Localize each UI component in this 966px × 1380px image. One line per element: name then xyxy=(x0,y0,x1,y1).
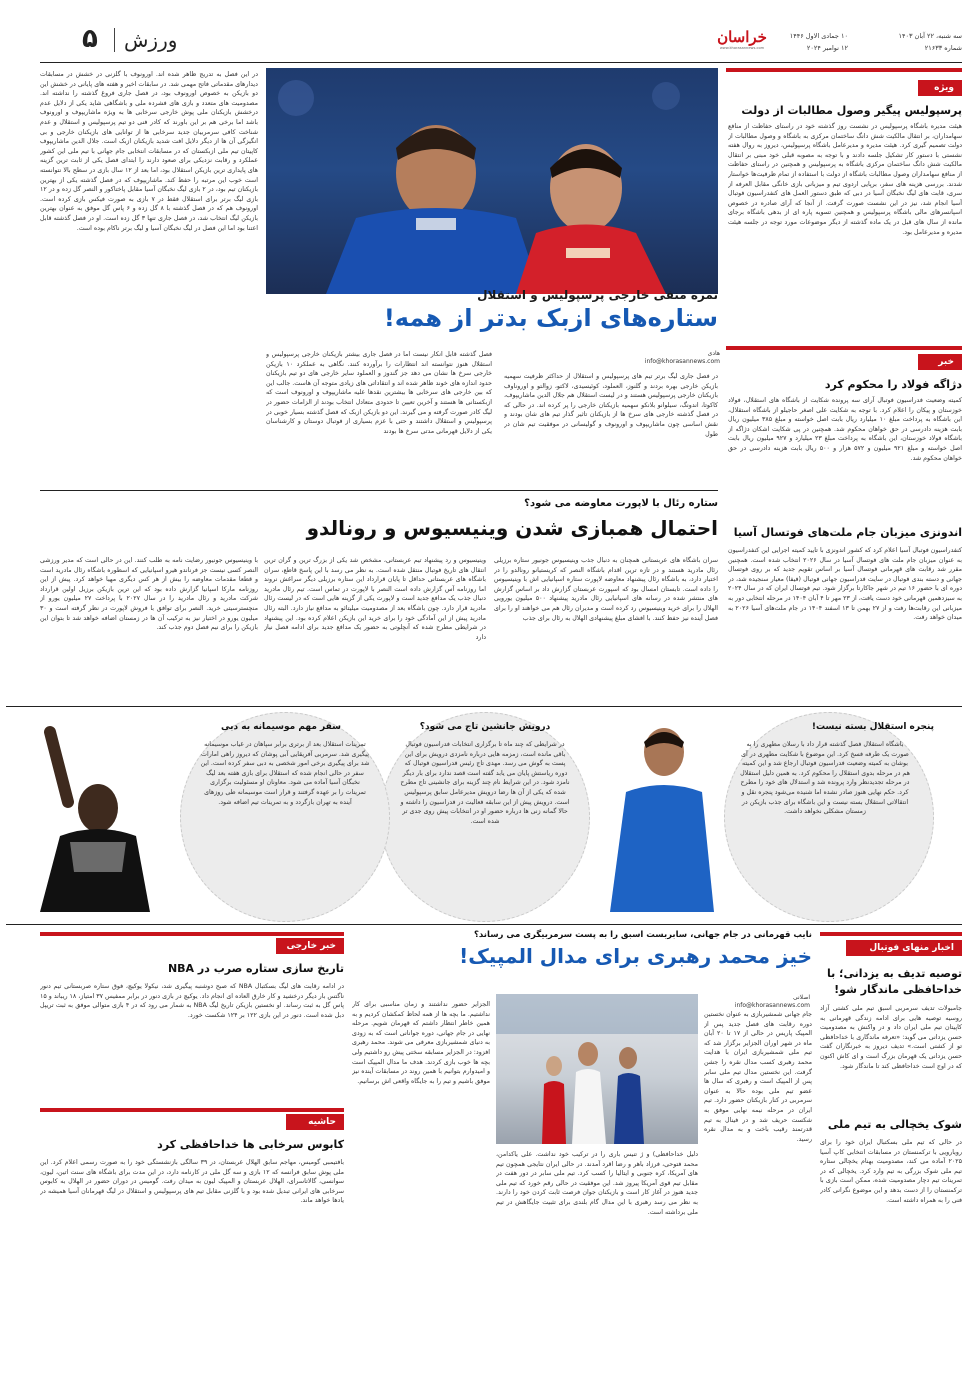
ronaldo-col1: سران باشگاه های عربستانی همچنان به دنبال جذب وینیسیوس جونیور ستاره برزیلی رئال مادرید هستند و در تازه ترین اقدام باشگاه النصر که کریستیانو رونالدو را در اختیار دارد، به باشگاه رئال پیشنهاد معاوضه لاپورت ستاره اسپانیایی اش با وینیسیوس را داده است. تابستان امسال بود که اسپورت عربستان گزارش داد بر اساس گزارش های منتشر شده در رسانه های اسپانیایی رئال مادرید پیشنهاد ۵۰۰ میلیون یورویی الهلال را برای خرید وینیسیوس رد کرده است و مدیران رئال هم می خواهند او را برای فصل آینده نیز حفظ کنند. با افشای مبلغ پیشنهادی الهلال به رئال برای جذب xyxy=(494,557,718,622)
strip-photo-3 xyxy=(10,712,190,912)
mid-rule xyxy=(40,490,718,491)
strip-body-1: باشگاه استقلال فصل گذشته قرار داد با رسلان مطهری را به صورت یک طرفه فسخ کرد. این موضوع با شکایت مطهری در آی‌ بوشان به کمیته وضعیت فدراسیون فوتبال ارجاع شد و این کمیته هم در مرحله بدوی استقلال را محکوم کرد. به همین دلیل استقلال در مرحله تجدیدنظر وارد پرونده شد و استدلال های خود را مطرح کرد. حکم نهایی هنوز صادر نشده اما شنیده می‌شود پنجره نقل و انتقالاتی استقلال بسته نیست و این باشگاه برای جذب بازیکن در زمستان مشکلی نخواهد داشت. xyxy=(740,741,910,816)
bottom-left-bar1 xyxy=(40,932,344,936)
main-byline xyxy=(620,350,720,366)
logo-url: www.khorasannews.com xyxy=(719,46,765,50)
news2-body: کنفدراسیون فوتبال آسیا اعلام کرد که کشور اندونزی با تایید کمیته اجرایی این کنفدراسیون به عنوان میزبان جام ملت های فوتسال آسیا در سال ۲۰۲۶ انتخاب شده است. همچنین مقرر شد رقابت های قهرمانی فوتسال آسیا بر اساس تقویم جدید که بر روی فوتسال جهانی و دسته بندی فوتبال در سایت فدراسیون جهانی فوتبال (فیفا) معیار سنجیده شد، در دوره ای با حضور ۱۶ تیم در شهر جاکارتا برگزار شود. تیم فوتسال ایران که در سال ۲۰۲۴ به سیزدهمین قهرمانی خود دست یافت، از ۲۳ مهر تا ۴ آبان ۱۴۰۴ در مرحله انتخابی دور به میزبانی این رقابت‌ها رفت و از ۲۷ بهمن تا ۱۳ اسفند ۱۴۰۴ در جام ملت‌های آسیا ۲۰۲۶ به میدان خواهد رفت. xyxy=(728,547,962,622)
bottom-left-bar2 xyxy=(40,1108,344,1112)
main-byline-email: info@khorasannews.com xyxy=(644,358,720,365)
news-bar xyxy=(726,346,962,350)
logo-text: خراسان xyxy=(717,28,767,46)
ronaldo-kicker: ستاره رئال با لاپورت معاوضه می شود؟ xyxy=(524,498,718,509)
news2-title: اندونزی میزبان جام ملت‌های فوتسال آسیا xyxy=(733,526,962,539)
fencing-byline-email: info@khorasannews.com xyxy=(734,1002,810,1009)
strip-rule-top xyxy=(6,706,962,707)
bottom-right-bar xyxy=(820,932,962,936)
section-title: ورزش xyxy=(124,28,178,52)
ronaldo-col3: با وینیسیوس جونیور رضایت نامه به طلب کنند. این در حالی است که مدیر ورزشی النصر کسی نیست جز فرناندو هیرو اسپانیایی که اسطوره باشگاه رئال مادرید است و قطعا مقدمات معاوضه را بیش از هر کس دیگری مهیا خواهد کرد. پیش از این روزنامه مارکا اسپانیا گزارش داده بود که این ترین بازیکن برزیل اولین قرارداد شرکت مادرید و رئال مادرید را در سال ۲۰۲۷ با پرداخت ۲۷ میلیون یورو از منچسترسیتی خرید. النصر برای توافق با فروش لاپورت در نظر گرفته است و ۳۰ میلیون یورو در اختیار نیز به ترکیب آن ها در زمستان اضافه خواهد شد تا بتوان این بازیکن را برای نیم فصل دوم جذب کند. xyxy=(40,557,258,632)
bottom-left-body2: بافتیمبی گومیس، مهاجم سابق الهلال عربستان، در ۳۹ سالگی بازنشستگی خود را به صورت رسمی اعلام کرد. این ملی پوش سابق فرانسه که ۱۲ بازی و سه گل ملی در کارنامه دارد، در این مدت برای باشگاه های سنت اتین، لیون، سوانسی، گالاتاسرای، الهلال عربستان و المپیک لیون به میدان رفت. گومیس در دوران حضور در الهلال به کابوس سرخابی های ایرانی تبدیل شده بود و با گلزنی مقابل تیم های پرسپولیس و استقلال در لیگ قهرمانان آسیا همیشه در یادها خواهد ماند. xyxy=(40,1159,344,1205)
date-line: سه شنبه، ۲۲ آبان ۱۴۰۳ xyxy=(898,32,962,40)
fencing-byline xyxy=(710,994,810,1010)
fencing-col1: جام جهانی شمشیربازی به عنوان نخستین دوره رقابت های فصل جدید پس از المپیک پاریس در حالی از ۱۷ تا ۲۰ آبان ماه در شهر اوران الجزایر برگزار شد که تیم ملی شمشیربازی ایران با هدایت محمد رهبری کسب مدال نقره را جشن گرفت. این نخستین مدال تیم ملی سابر پس از المپیک است و رهبری که سال ها عضو تیم ملی بوده حالا به عنوان سرمربی در کنار بازیکنان حضور دارد. تیم ایران در مرحله نیمه نهایی موفق به شکست حریف شد و در فینال به تیم قدرتمند رقیب باخت و به مدال نقره رسید. xyxy=(704,1011,812,1143)
fencing-kicker: نایب قهرمانی در جام جهانی، سابربست اسبق را به پست سرمربیگری می رساند؟ xyxy=(473,930,812,940)
bottom-left-body1: در ادامه رقابت های لیگ بسکتبال NBA که صبح دوشنبه پیگیری شد، نیکولا یوکیچ، فوق ستاره صربستانی تیم دنور ناگتس بار دیگر درخشید و کار خارق العاده ای انجام داد. یوکیچ در بازی دنور در برابر ممفیس ۳۷ امتیاز، ۱۸ ریباند و ۱۵ پاس گل به ثبت رساند. او نخستین بازیکن تاریخ لیگ NBA به شمار می رود که در ۴ بازی متوالی موفق به ثبت تریپل دبل شده است. دنور در این بازی ۱۲۲ بر ۱۲۴ شکست خورد. xyxy=(40,983,344,1019)
header-rule xyxy=(40,62,962,63)
main-kicker: نمره منفی خارجی پرسپولیس و استقلال xyxy=(477,288,718,302)
ronaldo-col2: وینیسیوس و رد پیشنهاد تیم عربستانی، مشخص شد یکی از بزرگ ترین و گران ترین انتقال های تاریخ فوتبال منتقل شده است. به نظر می رسد با این پاسخ قاطع، سران باشگاه های عربستانی حداقل تا پایان قرارداد این ستاره برزیلی دیگر سراغش نروند اما روزنامه آس گزارش داده است النصر با لاپورت در تماس است. تیم رئال مادرید دنبال جذب یک مدافع جدید است و لاپورت یکی از گزینه هایی است که در لیست رئال مادرید قرار دارد. چون باشگاه بعد از مصدومیت میلیتائو به مدافع نیاز دارد. البته رئال مادرید پیش از این آمادگی خود را برای خرید این بازیکن اعلام کرده بود. این پیشنهاد در شرایطی مطرح شده که آنچلوتی به حضور یک مدافع جدید برای ادامه فصل نیاز دارد xyxy=(264,557,486,641)
players-photo xyxy=(266,68,718,294)
main-headline: ستاره‌های ازبک بدتر از همه! xyxy=(383,304,718,332)
bottom-right-body2: در حالی که تیم ملی بسکتبال ایران خود را برای رویارویی با ترکمنستان در مسابقات انتخابی کاپ آسیا ۲۰۲۵ آماده می کند، مصدومیت بهنام یخچالی ستاره تیم ملی شوک بزرگی به تیم وارد کرد. یخچالی که در تمرینات تیم دچار مصدومیت شده، ممکن است بازی با ترکمنستان را از دست بدهد و این موضوع نگرانی کادر فنی را به همراه داشته است. xyxy=(820,1139,962,1204)
page-header xyxy=(0,0,966,62)
special-bar xyxy=(726,68,962,72)
strip-rule-bottom xyxy=(6,924,962,925)
bottom-left-label1: خبر خارجی xyxy=(276,938,344,954)
page-number: ۵ xyxy=(82,24,98,54)
bottom-left-label2: حاشیه xyxy=(286,1114,344,1130)
news1-title: دژاگه فولاد را محکوم کرد xyxy=(824,378,962,391)
fencing-photo xyxy=(496,994,698,1144)
bottom-left-title2: کابوس سرخابی ها خداحافظی کرد xyxy=(157,1138,344,1151)
bottom-left-title1: تاریخ سازی ستاره صرب در NBA xyxy=(167,962,344,975)
bottom-right-body1: جامبولات تدیف سرمربی اسبق تیم ملی کشتی آزاد روسیه توصیه هایی برای ادامه زندگی قهرمانی به کاپیتان تیم ملی ایران داد و در واکنش به مصدومیت حسن یزدانی می گوید: «تعرفه ماندگاری با خداحافظی تو از کشتی است.» تدیف دیروز به خبرنگاران گفت حسن یزدانی یک قهرمان بزرگ است و ای کاش اکنون که در اوج است خداحافظی کند تا ماندگار شود. xyxy=(820,1005,962,1070)
news-label: خبر xyxy=(918,354,962,370)
strip-photo-1 xyxy=(590,712,726,912)
bottom-right-title2: شوک یخچالی به تیم ملی xyxy=(827,1118,962,1131)
main-col2: فصل گذشته قابل انکار نیست اما در فصل جاری بیشتر بازیکنان خارجی پرسپولیس و استقلال هنوز نتوانسته اند انتظارات را برآورده کنند. نگاهی به عملکرد ۱۰ بازیکن خارجی سرخ ها نشان می دهد جز گندوز و العملود سایر خارجی های دو تیم بازیکنان حدود اندازه های خوند ظاهر شده اند و انتقاداتی های زیادی متوجه آن هاست. جالب این که بین خارجی های سرخابی ها بیشترین نقدها علیه ماشاریپوف و اورونوف است که ازبکستانی ها هستند و آخرین تعیین تا حدودی متعادل انتخاب بودند از الزامات حضور در لیگ کادر صورت گرفته و می گیرند. این دو بازیکن ازبک که فصل گذشته بسیار خوبی در پرسپولیس و استقلال داشتند و حتی با عزم بسیاری از فوتبال دوستان و کارشناسان یکی از دلایل قهرمانی مدتی سرخ ها بودند xyxy=(266,351,492,435)
fencing-headline: خیز محمد رهبری برای مدال المپیک! xyxy=(459,944,812,968)
special-title: پرسپولیس پیگیر وصول مطالبات از دولت xyxy=(741,104,962,117)
fencing-col2: دلیل خداحافظی) و ژ تنیس باری را در ترکیب خود نداشت. علی یاکدامن، محمد فتوحی، فرزاد باهر و رضا اقرد آمدند. در حالی ایران نتایجی همچون تیم های آمریکا، کره جنوبی و ایتالیا را کسب کرد. تیم ملی سابر در دور هفت در مقابل تیم قوی آمریکا پیروز شد. این موفقیت در حالی رقم خورد که تیم ملی جدید هنوز در آغاز کار است و بازیکنان جوان فرصت ثابت کردن خود را دارند. به نظر می رسد رهبری با این مدال گام بلندی برای تثبیت جایگاهش در تیم ملی برداشته است. xyxy=(496,1151,698,1216)
special-body: هیئت مدیره باشگاه پرسپولیس در نشست روز گذشته خود در راستای حفاظت از منافع سهامداران، بر انتقال مالکیت شش دانگ ساختمان مرکزی به باشگاه و وصول مطالبات از دولت تصمیم گیری کرد. هیئت مدیره و مدیرعامل باشگاه پرسپولیس، دیروز به روال هفته نشستی با دستور کار تشکیل جلسه دادند و با توجه به مصوبه قبلی خود مبنی بر انتقال مالکیت شش دانگ ساختمان مرکزی باشگاه به پرسپولیس و همچنین در راستای حفاظت از منافع سهامداران وصول مطالبات باشگاه از دولت با استفاده از تمام ظرفیت‌ها خواستار شدند. بررسی هزینه های سفر، برپایی اردوی تیم و میزبانی بازی خانگی مقابل العرفه از سری، قابت های لیگ نخبگان آسیا در دبی که طبق دستور العمل های کنفدراسیون فوتبال آسیا انجام شد، نیز در این نشست صورت گرفت. از آنجا که آرای صادره در خصوص اسپانسرهای مالی باشگاه پرسپولیس و همچنین تسویه پاره ای از بدهی باشگاه برجای مانده از سال های قبل در یک ماده گذشته از دیگر موضوعات مورد توجه در جلسه هیئت مدیره و مدیرعامل بود. xyxy=(728,123,962,236)
greg-date: ۱۲ نوامبر ۲۰۲۴ xyxy=(806,44,848,52)
strip-title-2: درویش جانشین تاج می شود؟ xyxy=(419,722,551,732)
strip-title-3: سفر مهم موسیمانه به دبی xyxy=(221,722,341,732)
fencing-byline-name: اصلانی xyxy=(792,994,810,1001)
issue-number: شماره ۲۱۶۳۳ xyxy=(924,44,962,52)
strip-body-3: تمرینات استقلال بعد از برتری برابر سپاهان در غیاب موسیمانه پیگیری شد. سرمربی آفریقایی آبی پوشان که دیروز راهی امارات شد برای پیگیری برخی امور شخصی به دبی سفر کرده است. این سفر در حالی انجام شده که استقلال برای بازی هفته بعد لیگ نخبگان آسیا آماده می شود. معاونان او مسئولیت برگزاری تمرینات را بر عهده گرفتند و قرار است موسیمانه طی روزهای آینده به تهران بازگردد و به تمرینات تیم اضافه شود. xyxy=(200,741,370,806)
main-col3: در این فصل به تدریج ظاهر شده اند. اورونوف با گلزنی در خشش در مسابقات دیدارهای مقدماتی فاتح مهمی شد. در سابقات اخیر و هفته های پایانی در خشش این دو بازیکن به خصوص اورونوف بود، در فصل جاری فروغ گذشته را نداشته اند. مصدومیت های متعدد و بازی های فشرده ملی و باشگاهی شاید یکی از دلایل عدم درخشش بازیکنان ملی پوش خارجی سرخابی ها به ویژه ماشاریپوف و اورونوف باشد اما برخی هم بر این باورند که کادر فنی دو تیم پرسپولیس و استقلال و عدم شناخت کافی سرمربیان جدید سرخابی ها از توانایی های بازیکنان خارجی و بی انگیزگی آن ها از دیگر دلایل افت شدید بازیکنان ازبک است. جلال الدین ماشاریپوف کاپیتان تیم ملی ازبکستان که در مسابقات انتخابی جام جهانی با تیم ملی این کشور عملکرد و رقابت نزدیکی برای صعود دارند را ابتدای فصل یکی از ثابت ترین گزینه های پایداری ترین بازیکن استقلال بود، اما بعد از ۱۲ سال بازی در سطح بالا نتوانسته است خوب این مرتبه را حفظ کند. ماشاریپوف که در فصل گذشته یکی از بهترین بازیکنان تیم بود، در ۲ بازی لیگ نخبگان آسیا مقابل پاختاکور و النصر گل زده و در ۱۲ بازی لیگ برتر برای استقلال فقط در ۷ بازی به صورت فیکس بازی کرده است. اورونوف هم که در فصل گذشته با ۸ گل زده و ۶ پاس گل موفق به عنوان بهترین بازیکن لیگ انتخاب شد، در فصل جاری تنها ۳ گل زده است. او در فصل گذشته قابل اعتنا بود اما این فصل در لیگ نخبگان آسیا و لیگ برتر ناکام بوده است. xyxy=(40,71,258,232)
hijri-date: ۱۰ جمادی الاول ۱۴۴۶ xyxy=(789,32,848,40)
strip-title-1: پنجره استقلال بسته نیست! xyxy=(811,722,934,732)
news1-body: کمیته وضعیت فدراسیون فوتبال آرای سه پرونده شکایت از باشگاه های استقلال، فولاد خوزستان و پیکان را اعلام کرد. با توجه به شکایت علی اصغر حاجیلو از باشگاه استقلال، این باشگاه به پرداخت مبلغ ۱۰ میلیارد ریال بابت اصل خواسته و مبلغ ۳۸۵ میلیون ریال بابت هزینه دادرسی در حق خواهان محکوم شد. همچنین در پی شکایت اشکان دژاگه از باشگاه فولاد خوزستان، این باشگاه به پرداخت مبلغ ۲۳ میلیارد و ۹۲۷ میلیون ریال بابت اصل خواسته و مبلغ ۹۲۱ میلیون و ۵۷۲ هزار و ۵۰۰ ریال بابت هزینه دادرسی در حق خواهان محکوم شد. xyxy=(728,397,962,462)
logo[interactable] xyxy=(714,28,770,58)
bottom-right-title1: توصیه تدیف به یزدانی؛ با خداحافظی ماندگار شو! xyxy=(827,967,962,996)
main-byline-name: هادی xyxy=(707,350,720,357)
special-label: ویژه xyxy=(918,80,962,96)
bottom-right-label: اخبار منهای فوتبال xyxy=(846,940,962,956)
fencing-col3: الجزایر حضور نداشتند و زمان مناسبی برای کار نداشتیم. ما بچه ها از همه لحاظ کمکشان کردیم و به همین خاطر انتظار داشتم که قهرمان شویم. مرحله نهایی در جام جهانی، دوره جوانانی است که به زودی به دنیای شمشیربازی معرفی می شوند. محمد رهبری افزود: در الجزایر مسابقه سختی پیش رو داشتیم ولی بچه ها خوب بازی کردند. هدف ما مدال المپیک است و امیدوارم بتوانیم با همین روند در مسابقات آینده نیز موفق باشیم و تیم را به جایگاه واقعی اش برسانیم. xyxy=(352,1001,490,1085)
header-divider xyxy=(114,28,115,52)
main-col1: در فصل جاری لیگ برتر تیم های پرسپولیس و استقلال از حداکثر ظرفیت سهمیه بازیکن خارجی بهره بردند و گلنوز، العملود، کوئیسیدی، لاکتو، زوالتو و اوروناوف بازیکنان خارجی پرسپولیس هستند و در لیست استقلال هم جلال الدین ماشاریپوف، کاکوتا، اندونگ، سیلوانو بلانکو سهمیه بازیکنان خارجی را پر کرده اند. در حالی که در فصل گذشته خارجی های سرخ ها از بازیکنان تاثیر گذار تیم های شان بودند و نقش اساسی چون ماشاریپوف و اورونوف و گولیسانی در موفقیت تیم شان در طول xyxy=(504,373,718,438)
strip-body-2: در شرایطی که چند ماه تا برگزاری انتخابات فدراسیون فوتبال باقی مانده است، زمزمه هایی درباره نامزدی درویش برای این پست به گوش می رسد. مهدی تاج رئیس فدراسیون فوتبال که دوره ریاستش پایان می یابد گفته است قصد ندارد برای بار دیگر نامزد شود. در این شرایط نام چند گزینه برای جانشینی تاج مطرح شده که یکی از آن ها رضا درویش مدیرعامل سابق پرسپولیس است. درویش پیش از این سابقه فعالیت در فدراسیون را داشته و حالا گمانه زنی ها درباره حضور او در انتخابات پیش روی جدی تر شده است. xyxy=(400,741,570,825)
ronaldo-headline: احتمال همبازی شدن وینیسیوس و رونالدو xyxy=(306,516,718,540)
